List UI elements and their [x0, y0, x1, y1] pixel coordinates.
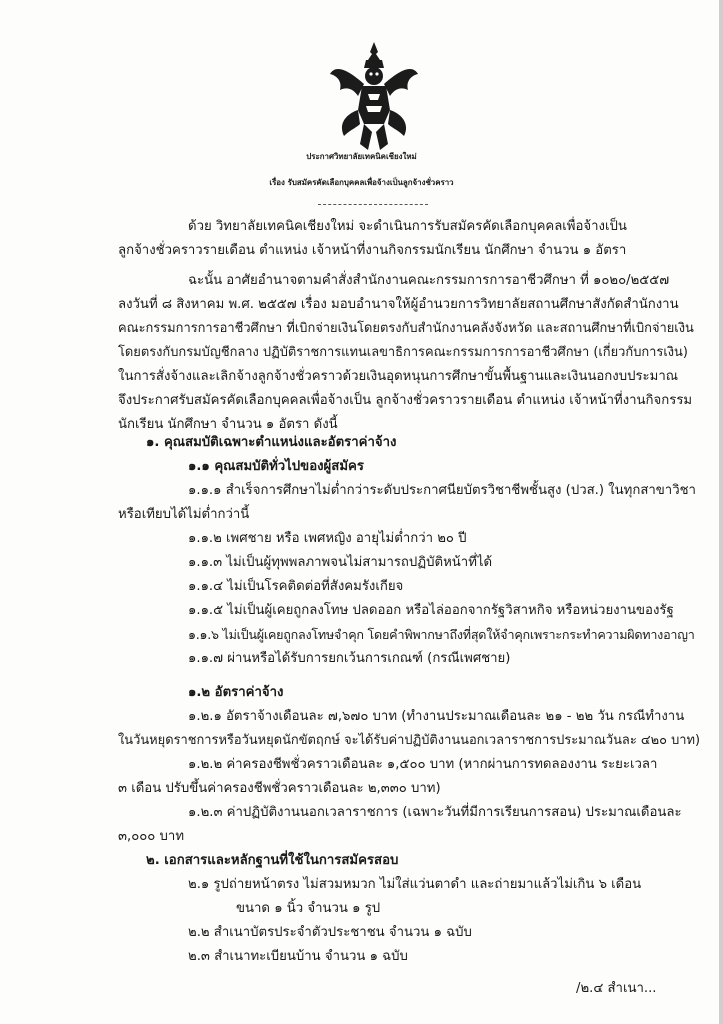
authority-line: นักเรียน นักศึกษา จำนวน ๑ อัตรา ดังนี้ [118, 417, 338, 432]
intro-line: ด้วย วิทยาลัยเทคนิคเชียงใหม่ จะดำเนินการรับสมัครคัดเลือกบุคคลเพื่อจ้างเป็น [188, 219, 627, 234]
qualification-item: ๑.๑.๖ ไม่เป็นผู้เคยถูกลงโทษจำคุก โดยคำพิพากษาถึงที่สุดให้จำคุกเพราะกระทำความผิดทางอาญา [188, 627, 695, 642]
section1-heading: ๑. คุณสมบัติเฉพาะตำแหน่งและอัตราค่าจ้าง [146, 435, 397, 450]
document-item: ขนาด ๑ นิ้ว จำนวน ๑ รูป [236, 901, 381, 916]
authority-line: ฉะนั้น อาศัยอำนาจตามคำสั่งสำนักงานคณะกรรมการการอาชีวศึกษา ที่ ๑๐๒๐/๒๕๕๗ [188, 273, 670, 288]
qualification-item: ๑.๑.๗ ผ่านหรือได้รับการยกเว้นการเกณฑ์ (กรณีเพศชาย) [188, 651, 511, 666]
intro-line: ลูกจ้างชั่วคราวรายเดือน ตำแหน่ง เจ้าหน้าที่งานกิจกรรมนักเรียน นักศึกษา จำนวน ๑ อัตรา [118, 243, 627, 258]
qualification-item: ๑.๑.๑ สำเร็จการศึกษาไม่ต่ำกว่าระดับประกาศนียบัตรวิชาชีพชั้นสูง (ปวส.) ในทุกสาขาวิชา [188, 483, 696, 498]
authority-line: ในการสั่งจ้างและเลิกจ้างลูกจ้างชั่วคราวด้วยเงินอุดหนุนการศึกษาขั้นพื้นฐานและเงินนอกงบประมาณ [118, 369, 678, 384]
wage-item: ๑.๒.๑ อัตราจ้างเดือนละ ๗,๖๗๐ บาท (ทำงานประมาณเดือนละ ๒๑ - ๒๒ วัน กรณีทำงาน [188, 709, 685, 724]
section2-heading: ๒. เอกสารและหลักฐานที่ใช้ในการสมัครสอบ [146, 853, 399, 868]
document-subject: เรื่อง รับสมัครคัดเลือกบุคคลเพื่อจ้างเป็นลูกจ้างชั่วคราว [269, 178, 454, 187]
qualification-item: ๑.๑.๔ ไม่เป็นโรคติดต่อที่สังคมรังเกียจ [188, 579, 404, 594]
qualification-item: ๑.๑.๕ ไม่เป็นผู้เคยถูกลงโทษ ปลดออก หรือไล่ออกจากรัฐวิสาหกิจ หรือหน่วยงานของรัฐ [188, 603, 674, 618]
wage-item: ๓ เดือน ปรับขึ้นค่าครองชีพชั่วคราวเดือนละ ๒,๓๓๐ บาท) [118, 781, 441, 796]
qualification-item: ๑.๑.๒ เพศชาย หรือ เพศหญิง อายุไม่ต่ำกว่า ๒๐ ปี [188, 531, 467, 546]
authority-line: โดยตรงกับกรมบัญชีกลาง ปฏิบัติราชการแทนเลขาธิการคณะกรรมการการอาชีวศึกษา (เกี่ยวกับการเงิน) [118, 345, 688, 360]
continuation-note: /๒.๔ สำเนา... [576, 981, 657, 996]
authority-line: จึงประกาศรับสมัครคัดเลือกบุคคลเพื่อจ้างเป็น ลูกจ้างชั่วคราวรายเดือน ตำแหน่ง เจ้าหน้าที่งานกิจกรรม [118, 393, 693, 408]
qualification-item: หรือเทียบได้ไม่ต่ำกว่านี้ [118, 507, 250, 522]
garuda-emblem-icon [328, 40, 420, 152]
wage-item: ๑.๒.๓ ค่าปฏิบัติงานนอกเวลาราชการ (เฉพาะวันที่มีการเรียนการสอน) ประมาณเดือนละ [188, 805, 682, 820]
section1-2-heading: ๑.๒ อัตราค่าจ้าง [188, 685, 284, 700]
wage-item: ๑.๒.๒ ค่าครองชีพชั่วคราวเดือนละ ๑,๕๐๐ บาท (หากผ่านการทดลองงาน ระยะเวลา [188, 757, 658, 772]
qualification-item: ๑.๑.๓ ไม่เป็นผู้ทุพพลภาพจนไม่สามารถปฏิบัติหน้าที่ได้ [188, 555, 493, 570]
scan-edge [719, 0, 723, 1024]
document-item: ๒.๓ สำเนาทะเบียนบ้าน จำนวน ๑ ฉบับ [188, 949, 408, 964]
authority-line: ลงวันที่ ๘ สิงหาคม พ.ศ. ๒๕๕๗ เรื่อง มอบอำนาจให้ผู้อำนวยการวิทยาลัยสถานศึกษาสังกัดสำนักงาน [118, 297, 679, 312]
wage-item: ๓,๐๐๐ บาท [118, 829, 185, 844]
document-item: ๒.๑ รูปถ่ายหน้าตรง ไม่สวมหมวก ไม่ใส่แว่นตาดำ และถ่ายมาแล้วไม่เกิน ๖ เดือน [188, 877, 642, 892]
authority-line: คณะกรรมการการอาชีวศึกษา ที่เบิกจ่ายเงินโดยตรงกับสำนักงานคลังจังหวัด และสถานศึกษาที่เบิกจ่ายเงิน [118, 321, 694, 336]
document-item: ๒.๒ สำเนาบัตรประจำตัวประชาชน จำนวน ๑ ฉบับ [188, 925, 472, 940]
wage-item: ในวันหยุดราชการหรือวันหยุดนักขัตฤกษ์ จะได้รับค่าปฏิบัติงานนอกเวลาราชการประมาณวันละ ๔๒๐ บาท) [118, 733, 701, 748]
section1-1-heading: ๑.๑ คุณสมบัติทั่วไปของผู้สมัคร [188, 459, 364, 474]
title-separator [318, 204, 428, 205]
document-title: ประกาศวิทยาลัยเทคนิคเชียงใหม่ [306, 152, 417, 161]
